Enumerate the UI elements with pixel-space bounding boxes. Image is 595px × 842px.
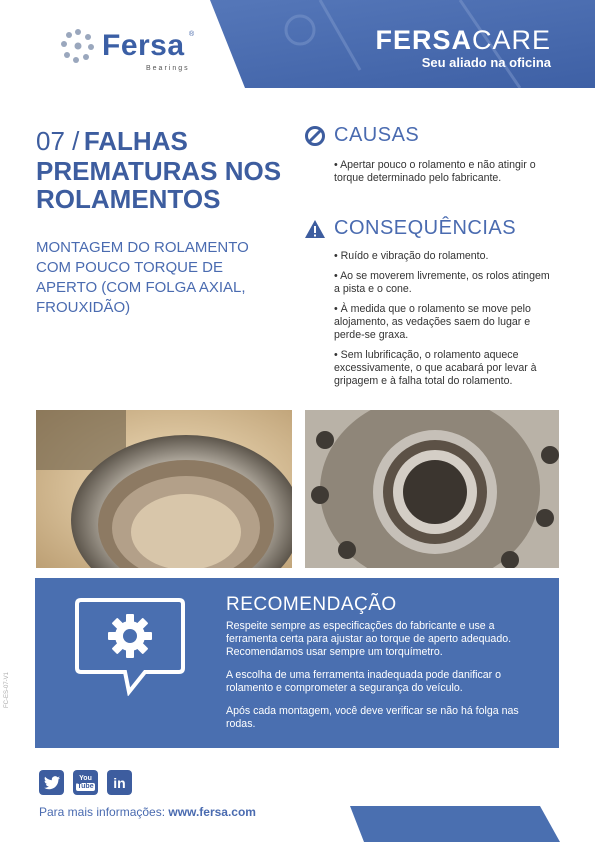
header <box>0 0 595 88</box>
list-item: • Ruído e vibração do rolamento. <box>334 250 489 262</box>
recommendation-paragraph: Respeite sempre as especificações do fabricante e use a ferramenta certa para ajustar ao torque de aperto adequado. Recomendamos usar sempre um torquímetro. <box>226 620 512 658</box>
brand-tagline: Seu aliado na oficina <box>421 55 551 70</box>
website-link[interactable]: www.fersa.com <box>168 805 256 819</box>
list-item: • À medida que o rolamento se move pelo alojamento, as vedações saem do lugar e perde-se graxa. <box>334 303 531 341</box>
youtube-top: You <box>79 774 92 782</box>
linkedin-icon[interactable] <box>107 770 132 795</box>
list-item: • Apertar pouco o rolamento e não atingir o torque determinado pelo fabricante. <box>334 159 536 184</box>
footer-prefix: Para mais informações: <box>39 805 169 819</box>
warning-icon <box>304 218 326 240</box>
page-subtitle: MONTAGEM DO ROLAMENTO COM POUCO TORQUE DE APERTO (COM FOLGA AXIAL, FROUXIDÃO) <box>36 239 249 316</box>
consequences-title: CONSEQUÊNCIAS <box>334 217 517 239</box>
bearing-photo-right <box>305 410 559 568</box>
gear-chat-icon <box>75 596 185 696</box>
brand-bold: FERSA <box>375 25 472 55</box>
recommendation-title: RECOMENDAÇÃO <box>226 594 397 615</box>
footer-decoration <box>350 806 560 842</box>
title-number: 07 / <box>36 126 80 156</box>
logo-mark-icon <box>58 26 98 66</box>
list-item: • Sem lubrificação, o rolamento aquece excessivamente, o que acabará por levar à gripagem e à falha total do rolamento. <box>334 349 537 387</box>
youtube-bottom: Tube <box>77 782 94 790</box>
fersa-logo <box>58 26 195 72</box>
recommendation-paragraph: A escolha de uma ferramenta inadequada pode danificar o rolamento e comprometer a segurança do veículo. <box>226 669 502 694</box>
registered-mark: ® <box>189 31 195 38</box>
logo-name: Fersa <box>102 29 185 62</box>
footer-info <box>39 805 256 819</box>
recommendation-text <box>226 620 544 741</box>
fersacare-brand <box>375 26 551 70</box>
causes-title: CAUSAS <box>334 124 420 146</box>
consequences-list <box>334 250 556 395</box>
title-main: FALHAS PREMATURAS NOS ROLAMENTOS <box>36 126 282 214</box>
youtube-icon[interactable] <box>73 770 98 795</box>
document-code: FC-ES-07-V1 <box>4 671 10 708</box>
logo-sub: Bearings <box>146 65 190 72</box>
brand-light: CARE <box>471 25 551 55</box>
twitter-icon[interactable] <box>39 770 64 795</box>
page-title <box>36 126 296 213</box>
linkedin-label: in <box>113 774 126 791</box>
bearing-photo-left <box>36 410 292 568</box>
causes-heading <box>304 124 419 147</box>
social-links <box>39 770 132 795</box>
prohibited-icon <box>304 125 326 147</box>
recommendation-paragraph: Após cada montagem, você deve verificar se não há folga nas rodas. <box>226 705 519 730</box>
recommendation-box <box>35 578 559 748</box>
causes-list <box>334 159 556 192</box>
list-item: • Ao se moverem livremente, os rolos atingem a pista e o cone. <box>334 270 550 295</box>
consequences-heading <box>304 217 516 240</box>
